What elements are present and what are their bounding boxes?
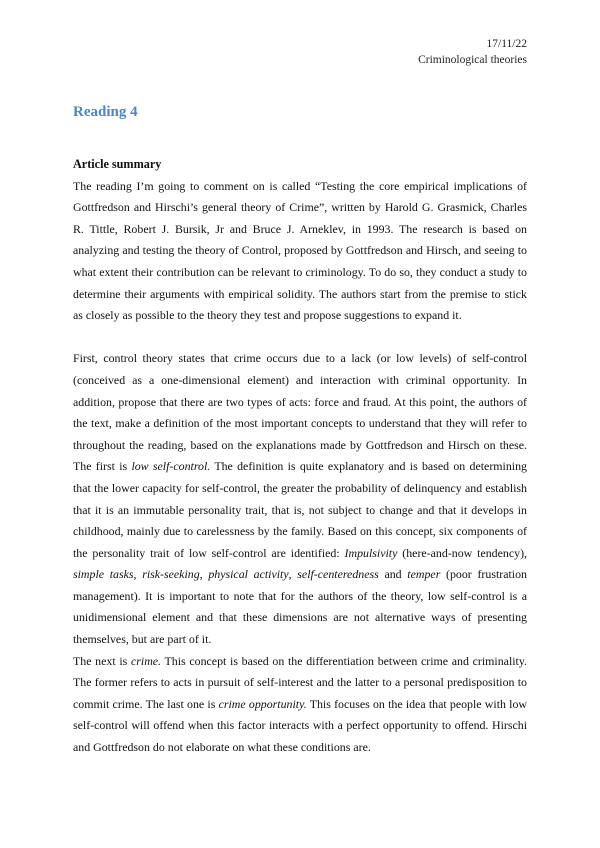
paragraph-2-text: (here-and-now tendency), bbox=[397, 545, 527, 560]
paragraph-2-text: , bbox=[288, 567, 298, 582]
paragraph-2-text: and bbox=[378, 567, 408, 582]
term-physical-activity: physical activity bbox=[208, 567, 289, 582]
page-header bbox=[418, 36, 527, 68]
paragraph-2-text: , bbox=[133, 567, 143, 582]
header-course: Criminological theories bbox=[418, 54, 527, 66]
document-title: Reading 4 bbox=[73, 104, 138, 120]
paragraph-3-text: The next is bbox=[73, 653, 131, 668]
term-crime: crime. bbox=[130, 653, 162, 668]
term-impulsivity: Impulsivity bbox=[344, 545, 398, 560]
paragraph-3-text: This concept is based on the differentiation between crime and criminality. The former refers to acts in pursuit of self-interest and the latter to a personal predisposition to commit crime. The last one is bbox=[73, 653, 527, 711]
paragraph-2-text: The definition is quite explanatory and is based on determining that the lower capacity for self-control, the greater the probability of delinquency and establish that it is an immutable personality trait, that is, not subject to change and that it develops in childhood, mainly due to carelessness by the family. Based on this concept, six components of the personality trait of low self-control are identified: bbox=[73, 459, 527, 560]
paragraph-3-text: This focuses on the idea that people with low self-control will offend when this factor interacts with a perfect opportunity to offend. Hirschi and Gottfredson do not elaborate on what these conditions are. bbox=[73, 696, 528, 755]
paragraph-gap bbox=[73, 327, 527, 349]
paragraph-2-text: (poor frustration management). It is important to note that for the authors of the theory, low self-control is a unidimensional element and that these dimensions are not alternative ways of presenting themselves, but are part of it. bbox=[73, 567, 527, 647]
term-low-self-control: low self-control. bbox=[131, 459, 211, 474]
paragraph-2-text: First, control theory states that crime occurs due to a lack (or low levels) of self-control (conceived as a one-dimensional element) and interaction with criminal opportunity. In addition, propose that there are two types of acts: force and fraud. At this point, the authors of the text, make a definition of the most important concepts to understand that they will refer to throughout the reading, based on the explanations made by Gottfredson and Hirsch on these. The first is bbox=[73, 351, 527, 474]
term-crime-opportunity: crime opportunity. bbox=[218, 696, 307, 711]
header-date: 17/11/22 bbox=[486, 38, 527, 50]
term-simple-tasks: simple tasks bbox=[73, 567, 134, 582]
paragraph-2-text: , bbox=[199, 567, 209, 582]
term-temper: temper bbox=[407, 567, 441, 582]
paragraph-3 bbox=[73, 651, 527, 759]
document-body bbox=[73, 154, 527, 759]
paragraph-1: The reading I’m going to comment on is called “Testing the core empirical implications of Gottfredson and Hirschi’s general theory of Crime”, written by Harold G. Grasmick, Charles R. Tittle, Robert J. Bursik, Jr and Bruce J. Arneklev, in 1993. The research is based on analyzing and testing the theory of Control, proposed by Gottfredson and Hirsch, and seeing to what extent their contribution can be relevant to criminology. To do so, they conduct a study to determine their arguments with empirical solidity. The authors start from the premise to stick as closely as possible to the theory they test and propose suggestions to expand it. bbox=[73, 178, 527, 323]
section-heading: Article summary bbox=[73, 157, 162, 171]
term-self-centeredness: self-centeredness bbox=[297, 567, 379, 582]
term-risk-seeking: risk-seeking bbox=[142, 567, 200, 582]
paragraph-2 bbox=[73, 348, 527, 650]
